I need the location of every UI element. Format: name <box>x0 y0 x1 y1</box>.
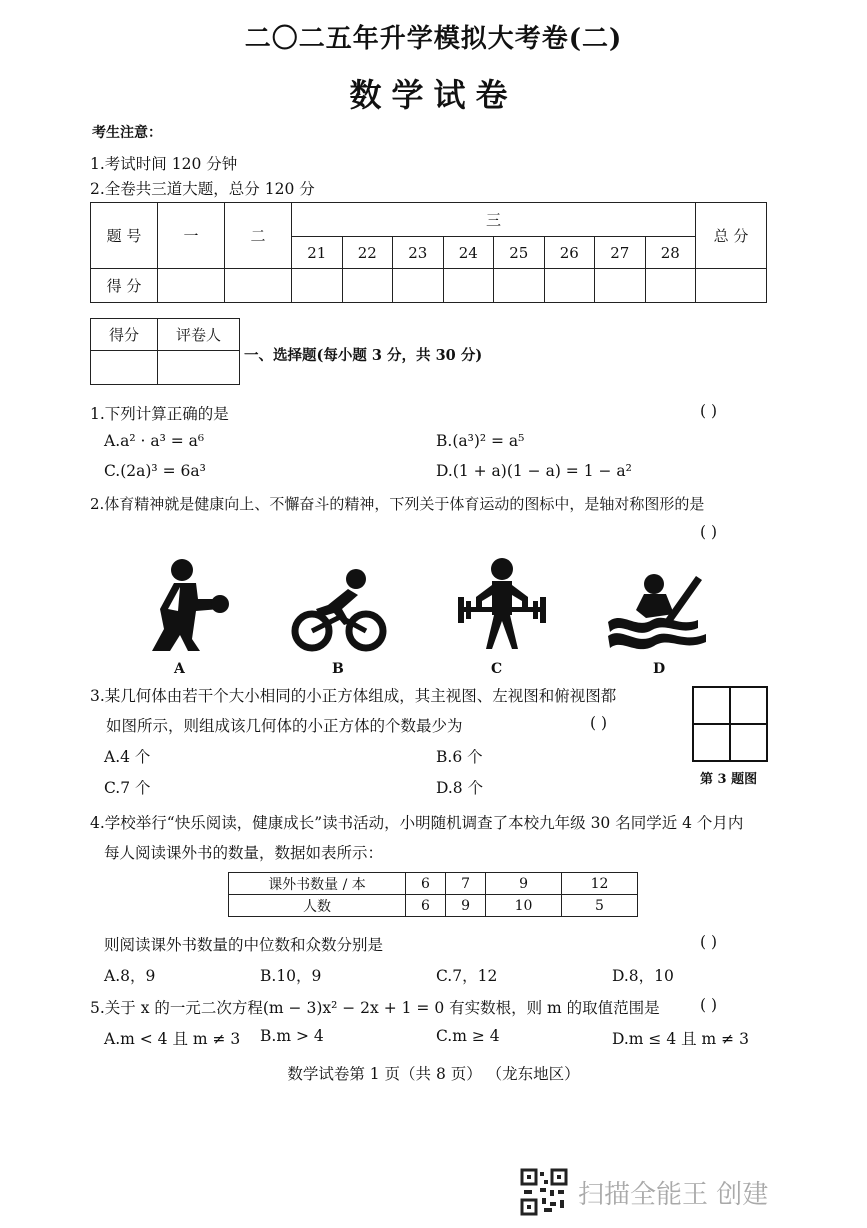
q1-option-c: C.(2a)³ = 6a³ <box>104 462 206 480</box>
q3-view-figure <box>692 686 768 762</box>
q3-stem-line-2: 如图所示，则组成该几何体的小正方体的个数最少为 <box>106 717 463 735</box>
score-cell <box>544 269 595 303</box>
q4-option-d: D.8，10 <box>612 967 674 985</box>
notice-item-2: 2.全卷共三道大题，总分 120 分 <box>90 180 315 198</box>
qr-code-icon <box>520 1168 568 1216</box>
q5-option-a: A.m < 4 且 m ≠ 3 <box>104 1030 241 1048</box>
q4-stem-line-2: 每人阅读课外书的数量，数据如表所示： <box>104 844 384 862</box>
score-table-part-3: 三 <box>292 203 696 237</box>
q1-option-d: D.(1 + a)(1 − a) = 1 − a² <box>436 462 632 480</box>
q2-label-a: A <box>174 661 185 677</box>
q3-option-b: B.6 个 <box>436 748 483 766</box>
q4-table-cell: 7 <box>446 873 486 895</box>
q4-table-cell: 9 <box>446 895 486 917</box>
score-table-sub: 25 <box>494 237 545 269</box>
grader-name-cell <box>158 351 240 385</box>
q4-data-table <box>228 872 638 917</box>
q3-option-c: C.7 个 <box>104 779 151 797</box>
q4-option-a: A.8，9 <box>104 967 156 985</box>
q2-label-c: C <box>491 661 503 677</box>
score-table-sub: 24 <box>443 237 494 269</box>
grader-score-label: 得分 <box>91 319 158 351</box>
kayaking-figure-d <box>602 570 716 655</box>
q4-table-row1-label: 课外书数量 / 本 <box>229 873 406 895</box>
score-cell <box>443 269 494 303</box>
score-table-sub: 22 <box>342 237 393 269</box>
section-1-heading: 一、选择题(每小题 3 分，共 30 分) <box>244 347 483 364</box>
score-cell <box>158 269 225 303</box>
score-cell <box>494 269 545 303</box>
q4-table-cell: 5 <box>562 895 638 917</box>
q4-answer-paren: ( ) <box>700 933 718 951</box>
score-cell <box>595 269 646 303</box>
q4-question: 则阅读课外书数量的中位数和众数分别是 <box>104 936 384 954</box>
q4-table-cell: 6 <box>406 873 446 895</box>
q4-table-cell: 12 <box>562 873 638 895</box>
grader-score-cell <box>91 351 158 385</box>
q1-stem: 1.下列计算正确的是 <box>90 405 229 423</box>
q5-option-d: D.m ≤ 4 且 m ≠ 3 <box>612 1030 749 1048</box>
q3-answer-paren: ( ) <box>590 714 608 732</box>
boxing-figure-a <box>140 555 240 655</box>
score-table-total-label: 总 分 <box>696 203 767 269</box>
score-table-sub: 23 <box>393 237 444 269</box>
score-cell <box>645 269 696 303</box>
q1-option-b: B.(a³)² = a⁵ <box>436 432 525 450</box>
q5-answer-paren: ( ) <box>700 996 718 1014</box>
q5-option-b: B.m > 4 <box>260 1027 324 1045</box>
q4-table-cell: 10 <box>486 895 562 917</box>
score-cell <box>393 269 444 303</box>
q3-option-a: A.4 个 <box>104 748 151 766</box>
q4-table-cell: 6 <box>406 895 446 917</box>
q2-answer-paren: ( ) <box>700 523 718 541</box>
q1-option-a: A.a² · a³ = a⁶ <box>104 432 205 450</box>
q5-option-c: C.m ≥ 4 <box>436 1027 500 1045</box>
score-cell <box>292 269 343 303</box>
exam-title: 二〇二五年升学模拟大考卷(二) <box>244 24 623 54</box>
score-table-label-number: 题 号 <box>91 203 158 269</box>
score-cell <box>696 269 767 303</box>
watermark-text: 扫描全能王 创建 <box>578 1180 769 1210</box>
q2-label-b: B <box>332 661 344 677</box>
score-cell <box>225 269 292 303</box>
weightlifting-figure-c <box>452 555 552 655</box>
q5-stem: 5.关于 x 的一元二次方程(m − 3)x² − 2x + 1 = 0 有实数根，则 m 的取值范围是 <box>90 999 660 1017</box>
grader-name-label: 评卷人 <box>158 319 240 351</box>
q3-option-d: D.8 个 <box>436 779 484 797</box>
notice-item-1: 1.考试时间 120 分钟 <box>90 155 238 173</box>
q2-stem: 2.体育精神就是健康向上、不懈奋斗的精神，下列关于体育运动的图标中，是轴对称图形的是 <box>90 495 705 513</box>
q4-option-b: B.10，9 <box>260 967 322 985</box>
score-table-sub: 21 <box>292 237 343 269</box>
score-table-label-score: 得 分 <box>91 269 158 303</box>
q3-figure-caption: 第 3 题图 <box>700 772 758 787</box>
score-table-sub: 27 <box>595 237 646 269</box>
notice-heading: 考生注意： <box>92 125 162 141</box>
score-cell <box>342 269 393 303</box>
score-table-part-2: 二 <box>225 203 292 269</box>
q4-option-c: C.7，12 <box>436 967 498 985</box>
score-table-sub: 28 <box>645 237 696 269</box>
q4-table-row2-label: 人数 <box>229 895 406 917</box>
q3-stem-line-1: 3.某几何体由若干个大小相同的小正方体组成，其主视图、左视图和俯视图都 <box>90 687 617 705</box>
page-footer: 数学试卷第 1 页（共 8 页） （龙东地区） <box>287 1065 580 1083</box>
score-table-sub: 26 <box>544 237 595 269</box>
q4-table-cell: 9 <box>486 873 562 895</box>
q2-label-d: D <box>653 661 666 677</box>
score-table <box>90 202 767 303</box>
q1-answer-paren: ( ) <box>700 402 718 420</box>
score-table-part-1: 一 <box>158 203 225 269</box>
q4-stem-line-1: 4.学校举行“快乐阅读，健康成长”读书活动，小明随机调查了本校九年级 30 名同学近 4 个月内 <box>90 814 744 832</box>
subject-title: 数学试卷 <box>349 76 518 114</box>
cycling-figure-b <box>288 565 388 655</box>
grader-box <box>90 318 240 385</box>
